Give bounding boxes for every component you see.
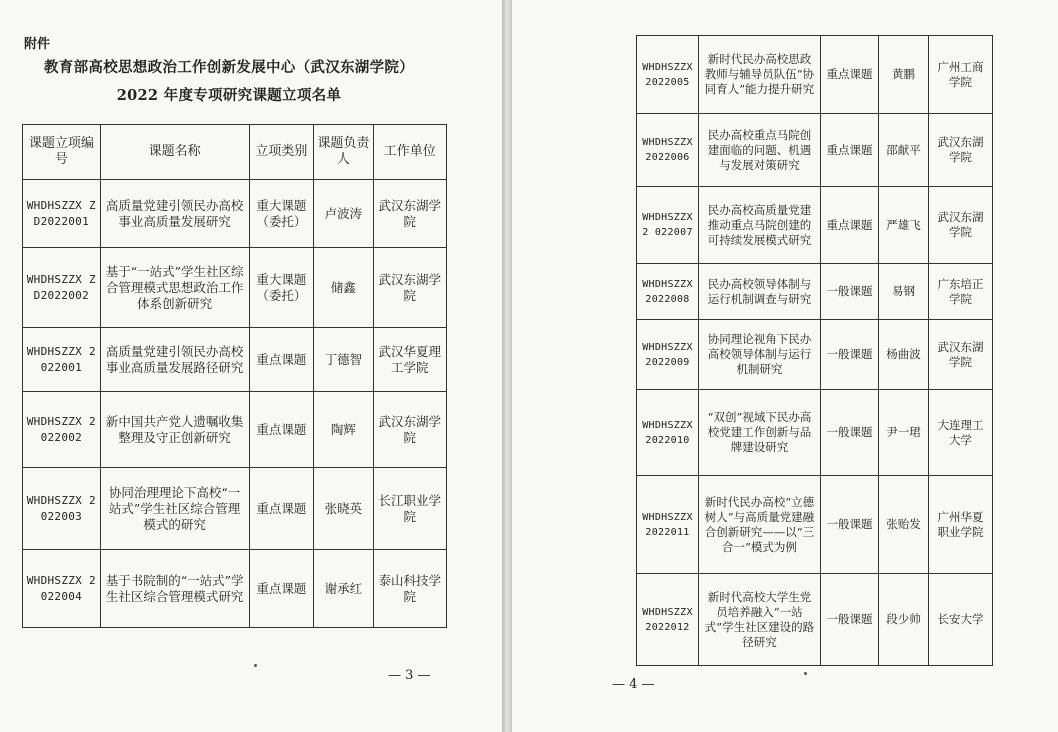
- project-unit: 武汉东湖学院: [929, 320, 993, 390]
- header-leader: 课题负责人: [314, 125, 373, 180]
- project-name: 新中国共产党人遗嘱收集整理及守正创新研究: [100, 392, 249, 468]
- table-row: [637, 114, 993, 187]
- project-name: 高质量党建引领民办高校事业高质量发展路径研究: [100, 328, 249, 392]
- project-category: 重点课题: [249, 328, 314, 392]
- page-number: — 4 —: [612, 677, 655, 692]
- project-leader: 易钢: [879, 264, 929, 320]
- header-name: 课题名称: [100, 125, 249, 180]
- project-unit: 武汉东湖学院: [373, 180, 446, 248]
- project-code: WHDHSZZX 2022003: [23, 468, 101, 550]
- table-row: [23, 550, 447, 628]
- project-name: 基于“一站式”学生社区综合管理模式思想政治工作体系创新研究: [100, 248, 249, 328]
- project-name: 协同理论视角下民办高校领导体制与运行机制研究: [699, 320, 821, 390]
- project-name: 新时代民办高校思政教师与辅导员队伍“协同育人”能力提升研究: [699, 36, 821, 114]
- project-list-table-page-3: [22, 124, 447, 628]
- project-leader: 丁德智: [314, 328, 373, 392]
- project-unit: 长安大学: [929, 574, 993, 666]
- project-unit: 武汉华夏理工学院: [373, 328, 446, 392]
- project-category: 重大课题（委托）: [249, 248, 314, 328]
- table-row: [23, 180, 447, 248]
- table-row: [23, 392, 447, 468]
- project-category: 重点课题: [821, 187, 879, 264]
- project-leader: 张晓英: [314, 468, 373, 550]
- table-header-row: [23, 125, 447, 180]
- project-unit: 泰山科技学院: [373, 550, 446, 628]
- project-leader: 杨曲波: [879, 320, 929, 390]
- project-category: 一般课题: [821, 320, 879, 390]
- document-subtitle: 2022 年度专项研究课题立项名单: [116, 87, 342, 104]
- project-code: WHDHSZZX 2022002: [23, 392, 101, 468]
- project-name: 新时代民办高校“立德树人”与高质量党建融合创新研究——以“三合一”模式为例: [699, 476, 821, 574]
- project-category: 重点课题: [249, 468, 314, 550]
- project-category: 一般课题: [821, 476, 879, 574]
- page-number: — 3 —: [388, 668, 431, 683]
- project-unit: 广州工商学院: [929, 36, 993, 114]
- project-leader: 张贻发: [879, 476, 929, 574]
- project-leader: 谢承红: [314, 550, 373, 628]
- project-unit: 大连理工大学: [929, 390, 993, 476]
- table-row: [637, 476, 993, 574]
- project-unit: 广东培正学院: [929, 264, 993, 320]
- project-code: WHDHSZZX 2022008: [637, 264, 699, 320]
- header-category: 立项类别: [249, 125, 314, 180]
- project-code: WHDHSZZX ZD2022001: [23, 180, 101, 248]
- project-category: 重点课题: [821, 114, 879, 187]
- project-code: WHDHSZZX 2022006: [637, 114, 699, 187]
- project-name: 民办高校高质量党建推动重点马院创建的可持续发展模式研究: [699, 187, 821, 264]
- project-unit: 长江职业学院: [373, 468, 446, 550]
- project-name: 基于书院制的“一站式”学生社区综合管理模式研究: [100, 550, 249, 628]
- project-code: WHDHSZZX 2022012: [637, 574, 699, 666]
- project-category: 一般课题: [821, 574, 879, 666]
- attachment-label: 附件: [24, 37, 51, 52]
- project-unit: 武汉东湖学院: [929, 114, 993, 187]
- project-unit: 武汉东湖学院: [929, 187, 993, 264]
- table-row: [23, 328, 447, 392]
- table-row: [23, 248, 447, 328]
- project-leader: 段少帅: [879, 574, 929, 666]
- project-code: WHDHSZZX2 022007: [637, 187, 699, 264]
- project-unit: 武汉东湖学院: [373, 248, 446, 328]
- scan-speck: [804, 672, 807, 675]
- project-leader: 陶辉: [314, 392, 373, 468]
- project-code: WHDHSZZX 2022011: [637, 476, 699, 574]
- table-row: [637, 574, 993, 666]
- project-name: “双创”视域下民办高校党建工作创新与品牌建设研究: [699, 390, 821, 476]
- project-leader: 卢波涛: [314, 180, 373, 248]
- project-code: WHDHSZZX 2022009: [637, 320, 699, 390]
- project-unit: 广州华夏职业学院: [929, 476, 993, 574]
- scan-speck: [254, 664, 257, 667]
- project-list-table-page-4: [636, 35, 993, 666]
- header-unit: 工作单位: [373, 125, 446, 180]
- table-row: [637, 264, 993, 320]
- project-name: 民办高校领导体制与运行机制调查与研究: [699, 264, 821, 320]
- table-row: [637, 320, 993, 390]
- table-row: [23, 468, 447, 550]
- project-leader: 严雄飞: [879, 187, 929, 264]
- project-category: 重点课题: [821, 36, 879, 114]
- project-leader: 黄鹏: [879, 36, 929, 114]
- project-name: 新时代高校大学生党员培养融入“一站式”学生社区建设的路径研究: [699, 574, 821, 666]
- table-row: [637, 187, 993, 264]
- project-category: 重点课题: [249, 550, 314, 628]
- project-code: WHDHSZZX 2022005: [637, 36, 699, 114]
- project-category: 重点课题: [249, 392, 314, 468]
- document-title: 教育部高校思想政治工作创新发展中心（武汉东湖学院）: [44, 59, 414, 76]
- project-code: WHDHSZZX 2022001: [23, 328, 101, 392]
- project-leader: 尹一珺: [879, 390, 929, 476]
- project-name: 协同治理理论下高校“一站式”学生社区综合管理模式的研究: [100, 468, 249, 550]
- document-page-3: [0, 0, 502, 732]
- table-row: [637, 36, 993, 114]
- project-category: 一般课题: [821, 390, 879, 476]
- table-row: [637, 390, 993, 476]
- project-name: 民办高校重点马院创建面临的问题、机遇与发展对策研究: [699, 114, 821, 187]
- project-leader: 储鑫: [314, 248, 373, 328]
- project-category: 重大课题（委托）: [249, 180, 314, 248]
- project-leader: 邵献平: [879, 114, 929, 187]
- project-unit: 武汉东湖学院: [373, 392, 446, 468]
- project-category: 一般课题: [821, 264, 879, 320]
- project-code: WHDHSZZX 2022004: [23, 550, 101, 628]
- project-code: WHDHSZZX ZD2022002: [23, 248, 101, 328]
- project-code: WHDHSZZX 2022010: [637, 390, 699, 476]
- book-gutter: [502, 0, 512, 732]
- project-name: 高质量党建引领民办高校事业高质量发展研究: [100, 180, 249, 248]
- header-code: 课题立项编号: [23, 125, 101, 180]
